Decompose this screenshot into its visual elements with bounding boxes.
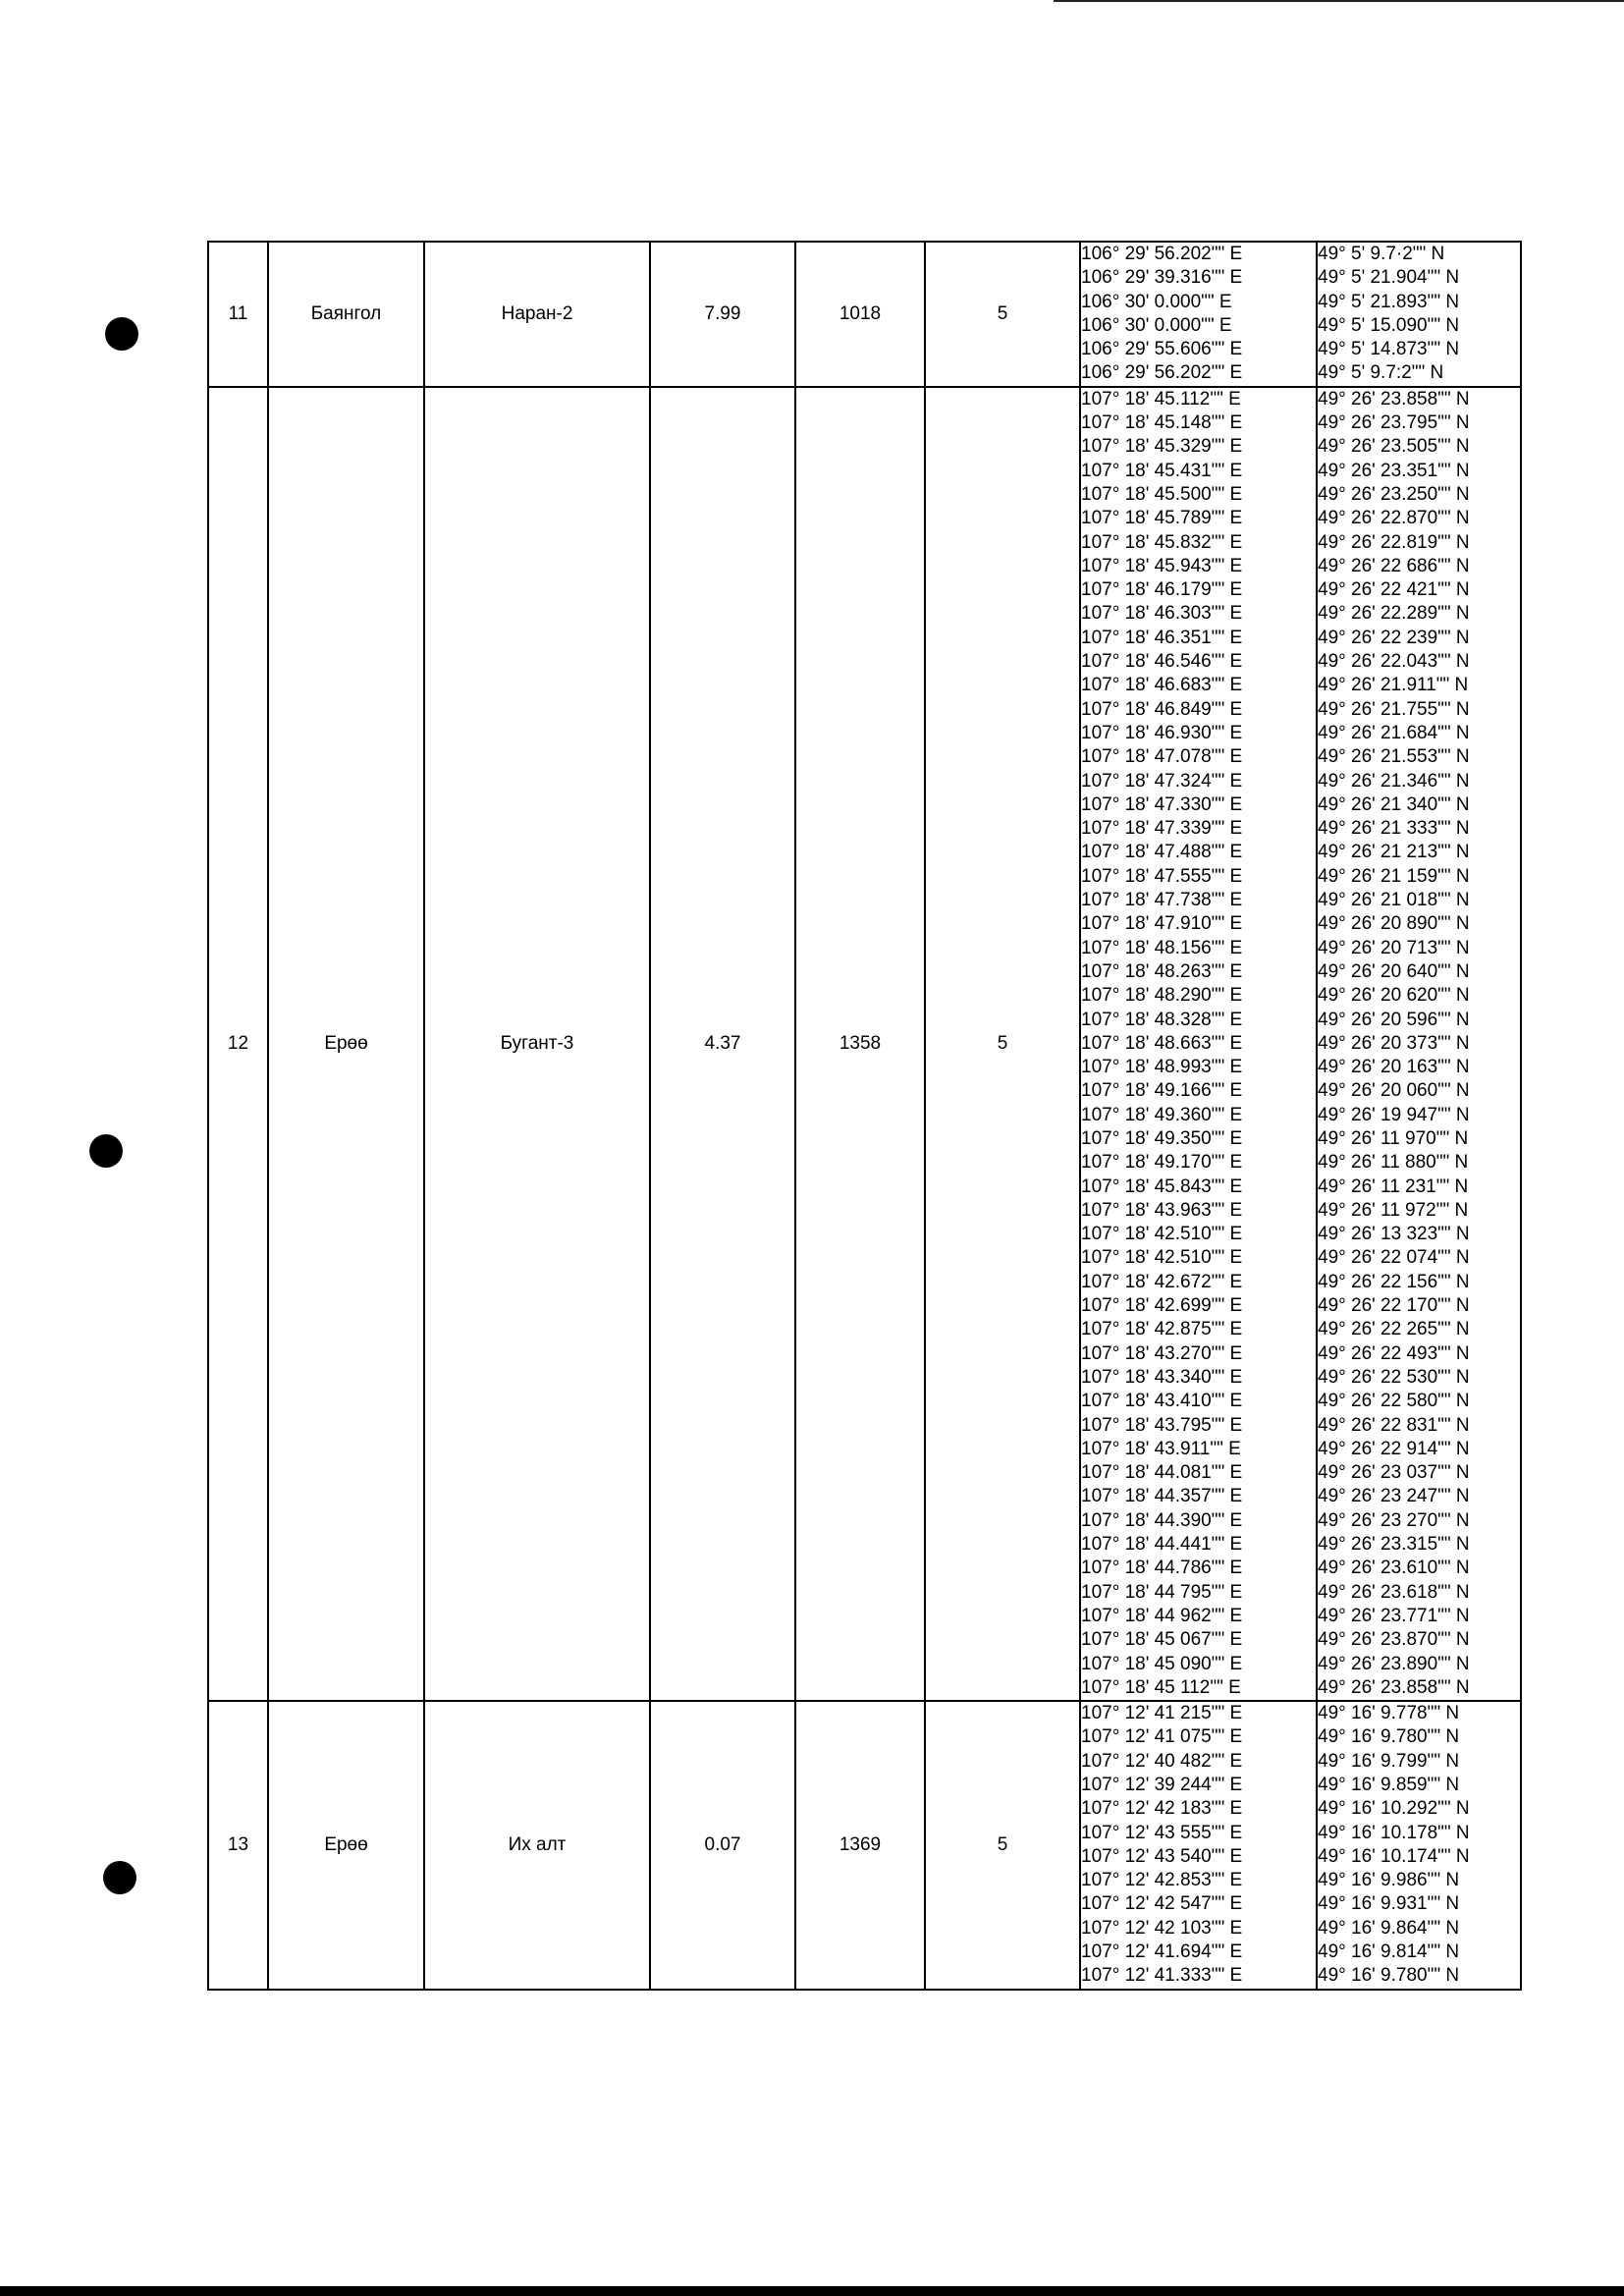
coordinate-value: 49° 26' 20 060"" N [1318,1080,1470,1102]
coordinate-value: 107° 12' 41 215"" E [1081,1703,1243,1724]
coordinate-value: 107° 12' 42.853"" E [1081,1870,1243,1891]
coordinate-value: 107° 18' 44 795"" E [1081,1581,1243,1603]
coordinate-value: 49° 26' 22 914"" N [1318,1438,1470,1459]
coordinate-value: 49° 26' 22 239"" N [1318,627,1470,648]
coordinate-value: 107° 18' 45.329"" E [1081,436,1243,458]
coordinate-value: 49° 16' 9.780"" N [1318,1726,1460,1748]
coordinate-value: 49° 26' 21.346"" N [1318,770,1470,792]
coordinate-value: 107° 18' 48.328"" E [1081,1009,1243,1030]
coordinate-value: 107° 18' 42.672"" E [1081,1271,1243,1292]
coordinate-value: 107° 18' 46.849"" E [1081,698,1243,720]
coordinate-value: 107° 18' 45 067"" E [1081,1629,1243,1651]
coordinate-value: 107° 12' 41.694"" E [1081,1941,1243,1963]
coordinate-value: 49° 16' 9.778"" N [1318,1703,1460,1724]
coordinate-value: 107° 18' 47.324"" E [1081,770,1243,792]
coordinate-value: 49° 26' 23.505"" N [1318,436,1470,458]
coordinate-value: 107° 18' 43.795"" E [1081,1414,1243,1436]
coordinate-value: 107° 18' 47.488"" E [1081,842,1243,863]
coordinate-value: 107° 18' 49.350"" E [1081,1127,1243,1149]
coordinate-value: 107° 18' 45.148"" E [1081,412,1243,434]
coordinate-value: 107° 18' 45 090"" E [1081,1653,1243,1674]
value-cell: 5 [925,242,1080,387]
coordinate-value: 106° 29' 55.606"" E [1081,339,1243,360]
coordinate-value: 49° 26' 22.819"" N [1318,531,1470,553]
coordinate-value: 49° 5' 9.7·2"" N [1318,244,1445,264]
coordinate-value: 107° 18' 46.351"" E [1081,627,1243,648]
coordinate-value: 106° 29' 39.316"" E [1081,267,1243,289]
coordinate-value: 49° 26' 22 686"" N [1318,555,1470,576]
value-cell: 5 [925,387,1080,1701]
coordinate-value: 107° 18' 43.963"" E [1081,1199,1243,1221]
coordinate-value: 107° 18' 43.410"" E [1081,1391,1243,1412]
coordinate-value: 107° 18' 48.993"" E [1081,1057,1243,1078]
longitude-list [1080,1701,1317,1990]
longitude-list [1080,242,1317,387]
province-cell: Ерөө [268,1701,424,1990]
coordinate-value: 107° 18' 42.510"" E [1081,1247,1243,1269]
coordinate-value: 49° 26' 23.858"" N [1318,388,1470,410]
coordinate-value: 107° 12' 42 103"" E [1081,1917,1243,1939]
coordinate-value: 49° 26' 11 880"" N [1318,1152,1469,1174]
coordinate-value: 107° 18' 45.112"" E [1081,388,1241,410]
coordinate-value: 49° 26' 13 323"" N [1318,1224,1470,1245]
coordinate-value: 49° 26' 23.250"" N [1318,483,1470,505]
coordinate-value: 49° 26' 22.870"" N [1318,508,1470,529]
coordinate-value: 49° 26' 21 018"" N [1318,890,1470,911]
coordinate-value: 107° 12' 43 555"" E [1081,1822,1243,1843]
coordinate-value: 49° 5' 9.7:2"" N [1318,362,1444,384]
coordinate-value: 49° 26' 20 373"" N [1318,1032,1470,1054]
table-row [208,387,1521,1701]
longitude-list [1080,387,1317,1701]
coordinate-value: 107° 18' 44.390"" E [1081,1509,1243,1531]
coordinate-value: 107° 12' 42 183"" E [1081,1798,1243,1820]
coordinate-value: 49° 16' 9.780"" N [1318,1965,1460,1987]
punch-hole [105,317,138,351]
coordinate-value: 49° 16' 10.178"" N [1318,1822,1470,1843]
coordinate-value: 107° 18' 45.943"" E [1081,555,1243,576]
coordinate-value: 49° 16' 9.986"" N [1318,1870,1460,1891]
coordinate-value: 49° 16' 9.864"" N [1318,1917,1460,1939]
coordinate-value: 49° 26' 21.911"" N [1318,675,1469,696]
coordinate-value: 49° 16' 9.799"" N [1318,1750,1460,1772]
coordinate-value: 49° 26' 22.043"" N [1318,651,1470,673]
coordinate-value: 49° 26' 21.755"" N [1318,698,1470,720]
coordinate-value: 107° 18' 43.911"" E [1081,1438,1241,1459]
coordinate-value: 49° 16' 10.174"" N [1318,1845,1470,1867]
coordinate-value: 107° 18' 45.500"" E [1081,483,1243,505]
coordinate-value: 107° 18' 48.263"" E [1081,960,1243,982]
coordinate-value: 107° 18' 47.555"" E [1081,865,1243,887]
punch-hole [89,1134,123,1168]
coordinate-value: 49° 26' 23.351"" N [1318,460,1470,481]
coordinate-value: 107° 18' 47.910"" E [1081,913,1243,935]
coordinate-value: 107° 18' 46.303"" E [1081,603,1243,625]
coordinate-value: 49° 26' 22 265"" N [1318,1319,1470,1340]
coordinate-value: 49° 26' 11 972"" N [1318,1199,1469,1221]
coordinate-value: 49° 26' 23.858"" N [1318,1676,1470,1698]
coordinate-value: 107° 18' 46.930"" E [1081,722,1243,743]
area-name-cell: Бугант-3 [424,387,650,1701]
coordinate-value: 107° 18' 44.441"" E [1081,1534,1243,1556]
coordinate-value: 107° 18' 45.843"" E [1081,1175,1243,1197]
coordinate-value: 107° 18' 42.699"" E [1081,1295,1243,1317]
coordinate-value: 49° 26' 23 247"" N [1318,1486,1470,1507]
coordinate-value: 49° 26' 11 231"" N [1318,1175,1469,1197]
table-row [208,242,1521,387]
province-cell: Баянгол [268,242,424,387]
coordinate-value: 107° 18' 46.546"" E [1081,651,1243,673]
latitude-list [1317,242,1521,387]
province-cell: Ерөө [268,387,424,1701]
row-number: 11 [208,242,268,387]
coordinate-value: 106° 29' 56.202"" E [1081,362,1243,384]
coordinate-value: 49° 26' 22 493"" N [1318,1342,1470,1364]
coordinate-value: 107° 12' 41 075"" E [1081,1726,1243,1748]
coordinate-value: 107° 18' 48.290"" E [1081,985,1243,1007]
coordinate-value: 49° 26' 22 156"" N [1318,1271,1470,1292]
coordinate-value: 49° 5' 15.090"" N [1318,314,1460,336]
coordinate-value: 49° 26' 20 596"" N [1318,1009,1470,1030]
coordinate-value: 107° 12' 40 482"" E [1081,1750,1243,1772]
coordinate-value: 107° 12' 42 547"" E [1081,1893,1243,1915]
coordinate-value: 49° 5' 14.873"" N [1318,339,1460,360]
coordinate-value: 49° 26' 20 713"" N [1318,937,1470,958]
coordinate-value: 49° 26' 22 831"" N [1318,1414,1470,1436]
latitude-list [1317,387,1521,1701]
coordinate-value: 49° 26' 11 970"" N [1318,1127,1469,1149]
coordinate-value: 49° 26' 23.610"" N [1318,1558,1470,1579]
coordinate-value: 49° 26' 23.618"" N [1318,1581,1470,1603]
coordinate-value: 107° 18' 44 962"" E [1081,1605,1243,1626]
code-cell: 1369 [795,1701,925,1990]
coordinate-value: 107° 18' 47.738"" E [1081,890,1243,911]
coordinate-value: 49° 26' 20 620"" N [1318,985,1470,1007]
coordinate-value: 107° 18' 45.832"" E [1081,531,1243,553]
coordinate-value: 49° 26' 23.870"" N [1318,1629,1470,1651]
coordinate-value: 49° 26' 20 640"" N [1318,960,1470,982]
coordinate-value: 107° 18' 42.510"" E [1081,1224,1243,1245]
coordinate-value: 49° 26' 21 213"" N [1318,842,1470,863]
coordinate-value: 49° 26' 21.553"" N [1318,746,1470,768]
coordinate-value: 49° 26' 22 580"" N [1318,1391,1470,1412]
coordinate-value: 49° 26' 22 421"" N [1318,579,1470,601]
coordinate-value: 49° 26' 21 159"" N [1318,865,1470,887]
coordinate-value: 49° 26' 23.315"" N [1318,1534,1470,1556]
coordinate-value: 49° 26' 22.289"" N [1318,603,1470,625]
value-cell: 5 [925,1701,1080,1990]
coordinate-value: 49° 16' 10.292"" N [1318,1798,1470,1820]
row-number: 13 [208,1701,268,1990]
coordinate-value: 49° 26' 22 530"" N [1318,1366,1470,1388]
area-size-cell: 4.37 [650,387,795,1701]
coordinate-value: 107° 18' 44.786"" E [1081,1558,1243,1579]
coordinate-value: 107° 12' 39 244"" E [1081,1775,1243,1795]
coordinate-value: 49° 26' 23.890"" N [1318,1653,1470,1674]
coordinate-value: 107° 18' 48.156"" E [1081,937,1243,958]
coordinate-value: 107° 18' 43.270"" E [1081,1342,1243,1364]
coordinate-value: 49° 26' 20 163"" N [1318,1057,1470,1078]
coordinate-value: 107° 18' 47.330"" E [1081,793,1243,815]
coordinate-value: 49° 16' 9.814"" N [1318,1941,1460,1963]
coordinate-value: 107° 18' 48.663"" E [1081,1032,1243,1054]
coordinate-value: 107° 18' 44.357"" E [1081,1486,1243,1507]
table-row [208,1701,1521,1990]
coordinate-value: 106° 29' 56.202"" E [1081,244,1243,264]
coordinate-value: 49° 26' 23.795"" N [1318,412,1470,434]
code-cell: 1018 [795,242,925,387]
coordinate-value: 49° 26' 21 340"" N [1318,793,1470,815]
coordinate-value: 107° 18' 45.789"" E [1081,508,1243,529]
coordinate-value: 49° 16' 9.931"" N [1318,1893,1460,1915]
coordinate-value: 49° 26' 21.684"" N [1318,722,1470,743]
coordinate-value: 107° 18' 46.683"" E [1081,675,1243,696]
coordinate-value: 107° 18' 42.875"" E [1081,1319,1243,1340]
license-coordinates-table [207,241,1522,1991]
area-name-cell: Наран-2 [424,242,650,387]
coordinate-value: 107° 12' 41.333"" E [1081,1965,1243,1987]
coordinate-value: 49° 16' 9.859"" N [1318,1775,1460,1795]
area-size-cell: 0.07 [650,1701,795,1990]
coordinate-value: 49° 26' 22 074"" N [1318,1247,1470,1269]
coordinate-value: 49° 26' 21 333"" N [1318,818,1470,840]
coordinate-value: 106° 30' 0.000"" E [1081,314,1232,336]
coordinate-value: 49° 26' 23.771"" N [1318,1605,1470,1626]
area-name-cell: Их алт [424,1701,650,1990]
coordinate-value: 49° 5' 21.893"" N [1318,291,1460,312]
coordinate-value: 107° 12' 43 540"" E [1081,1845,1243,1867]
coordinate-value: 49° 26' 23 270"" N [1318,1509,1470,1531]
area-size-cell: 7.99 [650,242,795,387]
coordinate-value: 107° 18' 46.179"" E [1081,579,1243,601]
code-cell: 1358 [795,387,925,1701]
coordinate-value: 49° 26' 22 170"" N [1318,1295,1470,1317]
coordinate-value: 107° 18' 45.431"" E [1081,460,1243,481]
coordinate-value: 107° 18' 49.166"" E [1081,1080,1243,1102]
row-number: 12 [208,387,268,1701]
scan-bottom-edge [0,2286,1624,2296]
coordinate-value: 107° 18' 45 112"" E [1081,1676,1241,1698]
coordinate-value: 107° 18' 47.078"" E [1081,746,1243,768]
coordinate-value: 49° 26' 19 947"" N [1318,1104,1470,1125]
punch-hole [103,1861,136,1894]
coordinate-value: 107° 18' 49.360"" E [1081,1104,1243,1125]
coordinate-value: 107° 18' 47.339"" E [1081,818,1243,840]
coordinate-value: 107° 18' 43.340"" E [1081,1366,1243,1388]
latitude-list [1317,1701,1521,1990]
scan-top-edge [1054,0,1624,2]
coordinate-value: 107° 18' 44.081"" E [1081,1462,1243,1484]
coordinate-value: 49° 26' 23 037"" N [1318,1462,1470,1484]
coordinate-value: 106° 30' 0.000"" E [1081,291,1232,312]
coordinate-value: 107° 18' 49.170"" E [1081,1152,1243,1174]
coordinate-value: 49° 5' 21.904"" N [1318,267,1460,289]
coordinate-value: 49° 26' 20 890"" N [1318,913,1470,935]
